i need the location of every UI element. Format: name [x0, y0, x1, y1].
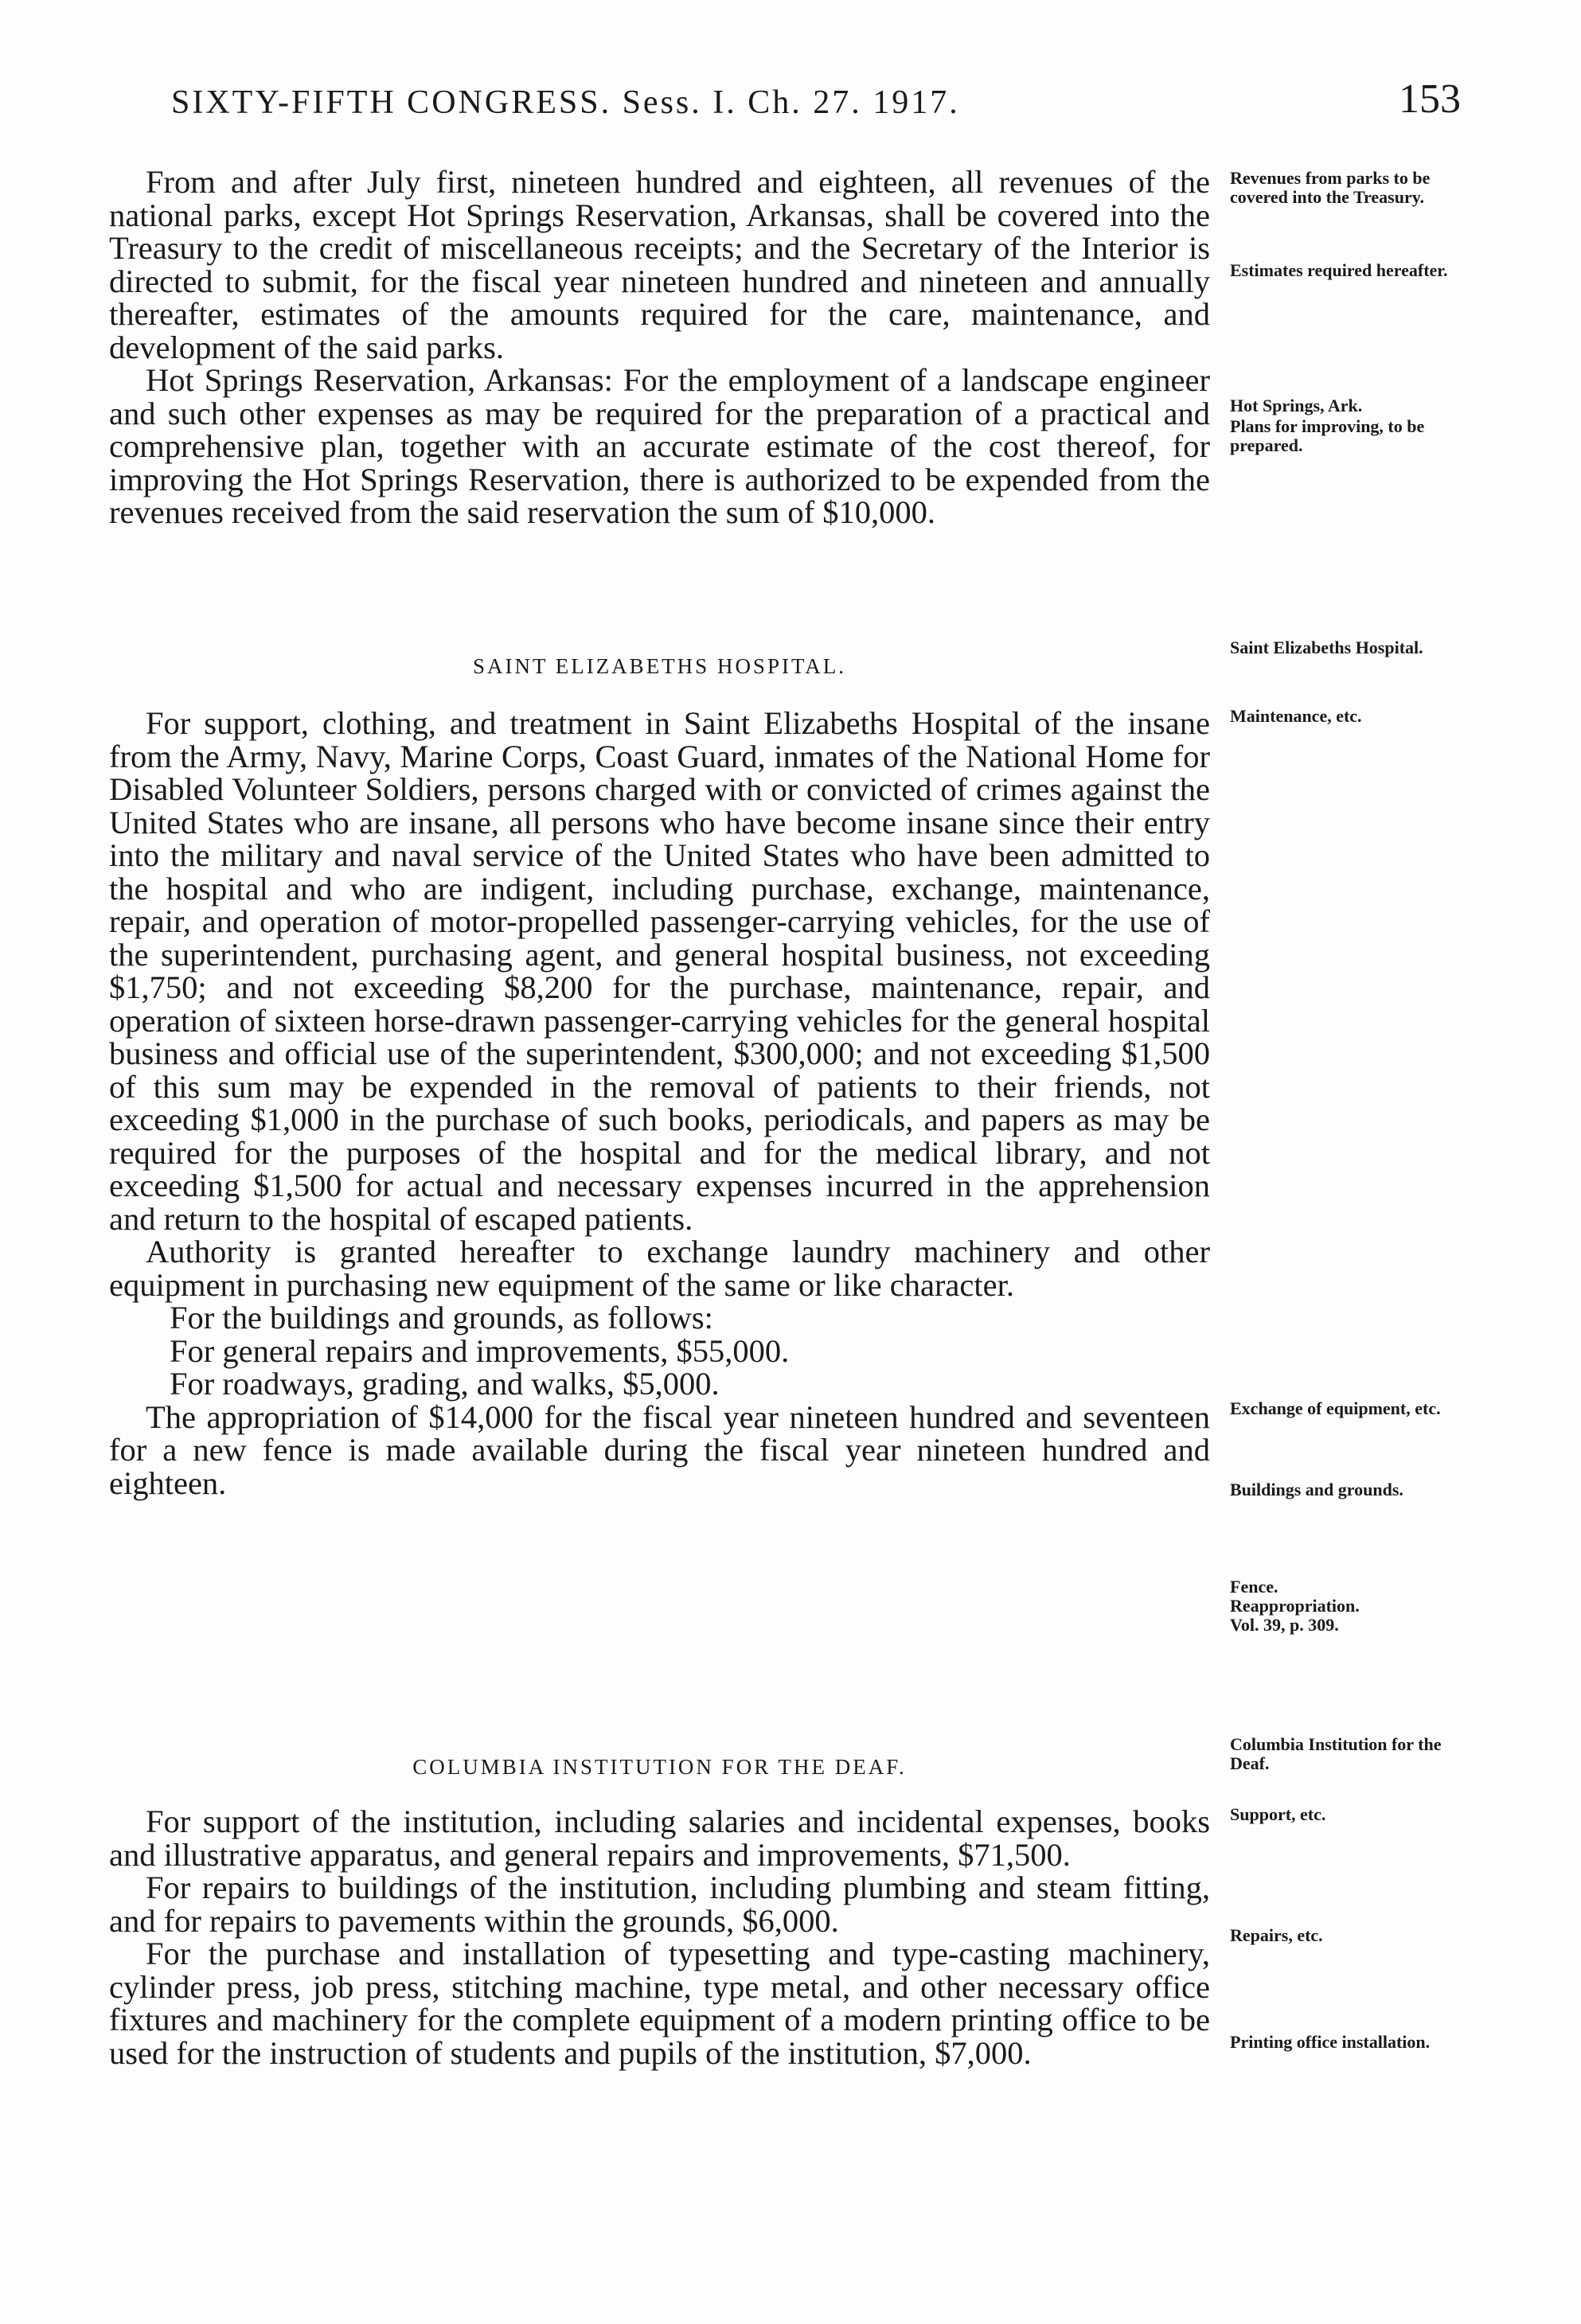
paragraph-fence-reappropriation: The appropriation of $14,000 for the fiscal year nineteen hundred and seventeen for a new fence is made available during the fiscal year nineteen hundred and eighteen.	[109, 1398, 1210, 1501]
paragraph-general-repairs: For general repairs and improvements, $55,000.	[170, 1332, 790, 1369]
margin-note-columbia: Columbia Institution for the Deaf.	[1230, 1734, 1442, 1773]
margin-note-maintenance: Maintenance, etc.	[1230, 706, 1362, 726]
margin-note-volume-reference: Vol. 39, p. 309.	[1230, 1615, 1339, 1635]
margin-note-estimates: Estimates required hereafter.	[1230, 260, 1448, 280]
paragraph-park-revenues: From and after July first, nineteen hundred and eighteen, all revenues of the national parks, except Hot Springs Reservation, Arkansas, shall be covered into the Treasury to the credit of miscellaneous receipts; and the Secretary of the Interior is directed to submit, for the fiscal year nineteen hundred and nineteen and annually thereafter, estimates of the amounts required for the care, maintenance, and development of the said parks.	[109, 164, 1210, 365]
margin-note-fence: Fence.	[1230, 1577, 1278, 1597]
running-title: SIXTY-FIFTH CONGRESS. Sess. I. Ch. 27. 1917.	[171, 84, 960, 121]
paragraph-roadways: For roadways, grading, and walks, $5,000.	[170, 1366, 720, 1402]
paragraph-hot-springs: Hot Springs Reservation, Arkansas: For the employment of a landscape engineer and such other expenses as may be required for the preparation of a practical and comprehensive plan, together with an accurate estimate of the cost thereof, for improving the Hot Springs Reservation, there is authorized to be expended from the revenues received from the said reservation the sum of $10,000.	[109, 362, 1210, 530]
section-heading-saint-elizabeths: SAINT ELIZABETHS HOSPITAL.	[472, 654, 847, 678]
margin-note-revenues: Revenues from parks to be covered into the Treasury.	[1230, 168, 1431, 207]
margin-note-buildings: Buildings and grounds.	[1230, 1480, 1403, 1499]
margin-note-printing: Printing office installation.	[1230, 2032, 1431, 2052]
paragraph-columbia-repairs: For repairs to buildings of the institution, including plumbing and steam fitting, and for repairs to pavements within the grounds, $6,000.	[109, 1870, 1210, 1939]
margin-note-exchange: Exchange of equipment, etc.	[1230, 1398, 1441, 1418]
paragraph-buildings-grounds: For the buildings and grounds, as follows:	[170, 1300, 713, 1336]
paragraph-saint-elizabeths-support: For support, clothing, and treatment in Saint Elizabeths Hospital of the insane from the Army, Navy, Marine Corps, Coast Guard, inmates of the National Home for Disabled Volunteer Soldiers, persons charged with or convicted of crimes against the United States who are insane, all persons who have become insane since their entry into the military and naval service of the United States who have been admitted to the hospital and who are indigent, including purchase, exchange, maintenance, repair, and operation of motor-propelled passenger-carrying vehicles, for the use of the superintendent, purchasing agent, and general hospital business, not exceeding $1,750; and not exceeding $8,200 for the purchase, maintenance, repair, and operation of sixteen horse-drawn passenger-carrying vehicles for the general hospital business and official use of the superintendent, $300,000; and not exceeding $1,500 of this sum may be expended in the removal of patients to their friends, not exceeding $1,000 in the purchase of such books, periodicals, and papers as may be required for the purposes of the hospital and for the medical library, and not exceeding $1,500 for actual and necessary expenses incurred in the apprehension and return to the hospital of escaped patients.	[109, 705, 1210, 1237]
saint-elizabeths-block	[109, 707, 1210, 1499]
park-revenues-block	[109, 166, 1210, 529]
margin-note-support: Support, etc.	[1230, 1804, 1326, 1824]
section-heading-columbia: COLUMBIA INSTITUTION FOR THE DEAF.	[412, 1755, 907, 1779]
paragraph-authority-exchange: Authority is granted hereafter to exchange laundry machinery and other equipment in purchasing new equipment of the same or like character.	[109, 1234, 1210, 1303]
paragraph-printing-office: For the purchase and installation of typesetting and type-casting machinery, cylinder press, job press, stitching machine, type metal, and other necessary office fixtures and machinery for the complete equipment of a modern printing office to be used for the instruction of students and pupils of the institution, $7,000.	[109, 1936, 1210, 2071]
margin-note-plans: Plans for improving, to be prepared.	[1230, 416, 1425, 455]
margin-note-repairs: Repairs, etc.	[1230, 1925, 1323, 1945]
margin-note-reappropriation: Reappropriation.	[1230, 1596, 1360, 1616]
paragraph-columbia-support: For support of the institution, including salaries and incidental expenses, books and illustrative apparatus, and general repairs and improvements, $71,500.	[109, 1803, 1210, 1873]
page-number: 153	[1399, 76, 1461, 122]
margin-note-hot-springs: Hot Springs, Ark.	[1230, 396, 1363, 415]
margin-note-saint-elizabeths: Saint Elizabeths Hospital.	[1230, 638, 1423, 657]
columbia-block	[109, 1805, 1210, 2069]
